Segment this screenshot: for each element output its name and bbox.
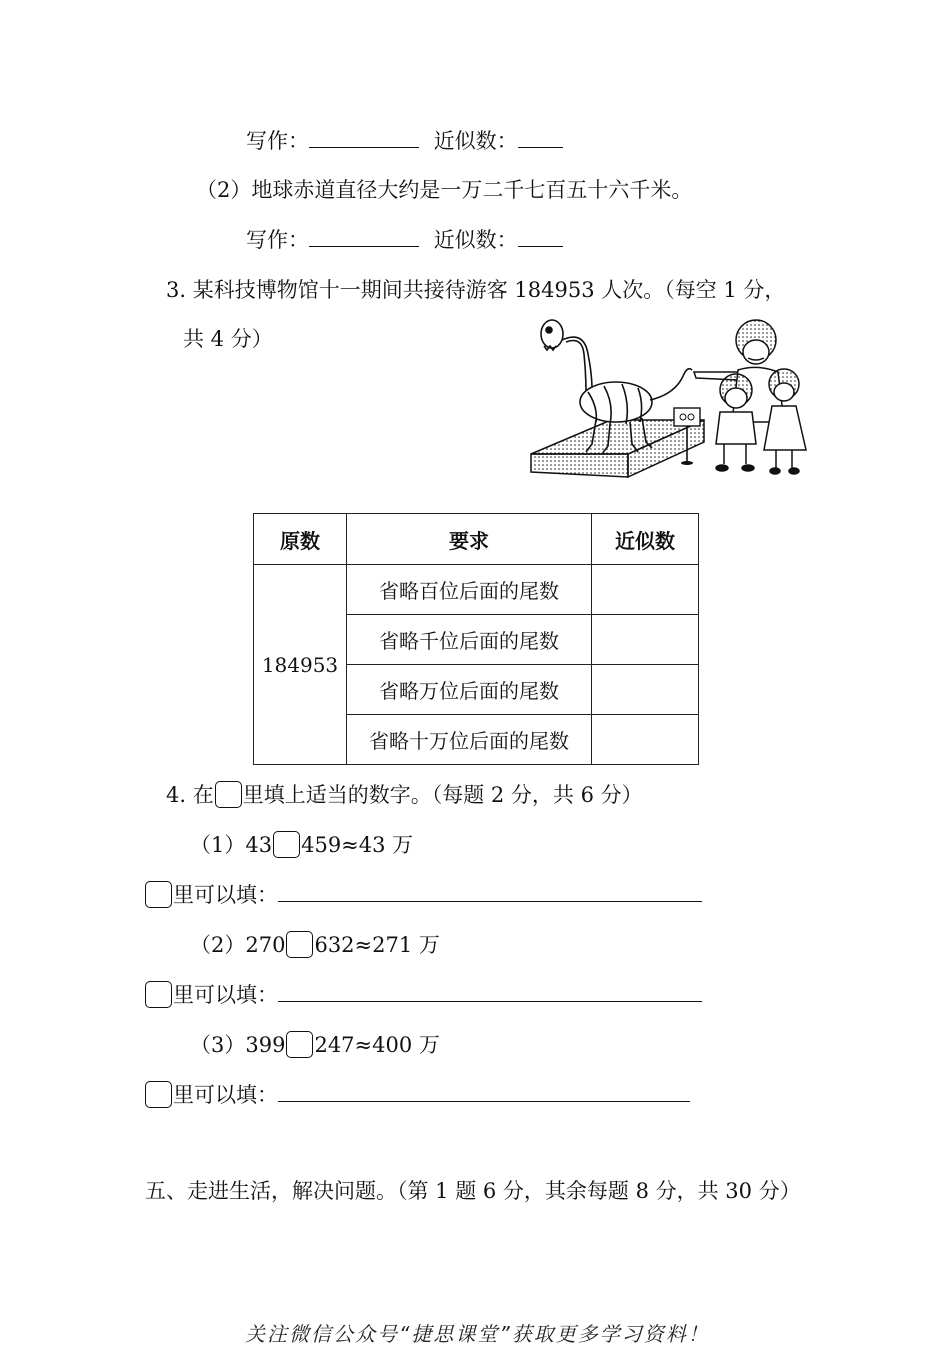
write-label: 写作： [246, 228, 309, 252]
item-after: 459≈43 万 [301, 833, 414, 857]
answer-cell[interactable] [592, 565, 699, 615]
write-blank[interactable] [309, 228, 419, 247]
museum-illustration [526, 312, 816, 487]
item-label: （3）399 [190, 1033, 286, 1057]
footer-note: 关注微信公众号“捷思课堂”获取更多学习资料！ [245, 1322, 710, 1346]
requirement-cell: 省略十万位后面的尾数 [347, 715, 592, 765]
q4-stem-pre: 4. 在 [166, 783, 214, 807]
answer-cell[interactable] [592, 665, 699, 715]
fill-blank[interactable] [278, 883, 702, 902]
approximation-table [253, 513, 699, 765]
write-blank[interactable] [309, 129, 419, 148]
box-icon [145, 981, 172, 1008]
approx-label: 近似数： [433, 228, 518, 252]
q4-fill-line-2 [144, 981, 702, 1009]
original-number-cell: 184953 [254, 565, 347, 765]
write-line-1 [246, 127, 563, 155]
approx-label: 近似数： [433, 129, 518, 153]
header-original: 原数 [254, 514, 347, 565]
requirement-cell: 省略万位后面的尾数 [347, 665, 592, 715]
item-after: 632≈271 万 [314, 933, 440, 957]
table-row [254, 565, 699, 615]
q4-item-1 [190, 831, 413, 859]
boy-figure [716, 374, 756, 471]
answer-box[interactable] [273, 831, 300, 858]
item-label: （1）43 [190, 833, 273, 857]
item-label: （2）270 [190, 933, 286, 957]
header-approx: 近似数 [592, 514, 699, 565]
fill-blank[interactable] [278, 1083, 690, 1102]
write-line-2 [246, 226, 563, 254]
fill-label: 里可以填： [173, 883, 278, 907]
write-label: 写作： [246, 129, 309, 153]
q4-stem [166, 781, 643, 809]
q2-sub2: （2）地球赤道直径大约是一万二千七百五十六千米。 [196, 178, 693, 202]
q4-fill-line-3 [144, 1081, 690, 1109]
q4-stem-post: 里填上适当的数字。（每题 2 分，共 6 分） [242, 783, 643, 807]
exhibit-platform [531, 420, 704, 477]
q3-stem-cont: 共 4 分） [183, 327, 273, 351]
requirement-cell: 省略千位后面的尾数 [347, 615, 592, 665]
approx-blank[interactable] [518, 228, 563, 247]
section5-title: 五、走进生活，解决问题。（第 1 题 6 分，其余每题 8 分，共 30 分） [145, 1179, 801, 1203]
answer-box[interactable] [286, 1031, 313, 1058]
answer-cell[interactable] [592, 615, 699, 665]
answer-box [215, 781, 242, 808]
fill-label: 里可以填： [173, 983, 278, 1007]
fill-label: 里可以填： [173, 1083, 278, 1107]
approx-blank[interactable] [518, 129, 563, 148]
item-after: 247≈400 万 [314, 1033, 440, 1057]
answer-cell[interactable] [592, 715, 699, 765]
answer-box[interactable] [286, 931, 313, 958]
header-requirement: 要求 [347, 514, 592, 565]
q4-item-2 [190, 931, 440, 959]
requirement-cell: 省略百位后面的尾数 [347, 565, 592, 615]
box-icon [145, 881, 172, 908]
q3-stem: 3. 某科技博物馆十一期间共接待游客 184953 人次。（每空 1 分， [166, 278, 786, 302]
box-icon [145, 1081, 172, 1108]
q4-fill-line-1 [144, 881, 702, 909]
fill-blank[interactable] [278, 983, 702, 1002]
girl-figure [764, 369, 806, 474]
table-header-row [254, 514, 699, 565]
q4-item-3 [190, 1031, 440, 1059]
